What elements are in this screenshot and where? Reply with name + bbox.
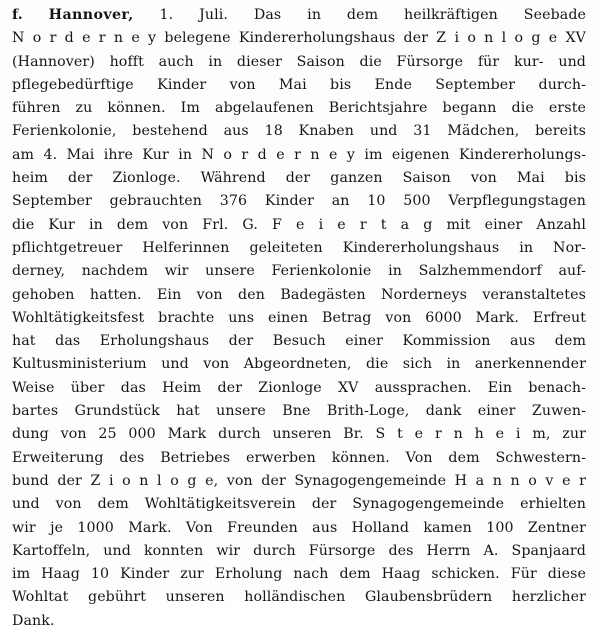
text-line-1 (12, 4, 586, 27)
text-line-13: gehoben hatten. Ein von den Badegästen Norderneys veranstaltetes (12, 286, 586, 303)
text-line-4: pflegebedürftige Kinder von Mai bis Ende September durch- (12, 76, 586, 93)
text-line-18: bartes Grundstück hat unsere Bne Brith-Loge, dank einer Zuwen- (12, 403, 586, 420)
text-line-10: die Kur in dem von Frl. G. F e i e r t a g mit einer Anzahl (12, 216, 586, 233)
text-line-15: hat das Erholungshaus der Besuch einer Kommission aus dem (12, 333, 586, 350)
article-body (12, 4, 586, 633)
text-line-9: September gebrauchten 376 Kinder an 10 500 Verpflegungstagen (12, 193, 586, 210)
text-line-6: Ferienkolonie, bestehend aus 18 Knaben und 31 Mädchen, bereits (12, 123, 586, 140)
text-line-12: derney, nachdem wir unsere Ferienkolonie in Salzhemmendorf auf- (12, 263, 586, 280)
text-line-27: Dank. (12, 612, 55, 629)
text-line-3: (Hannover) hofft auch in dieser Saison die Fürsorge für kur- und (12, 53, 586, 70)
text-line-25: im Haag 10 Kinder zur Erholung nach dem Haag schicken. Für diese (12, 566, 586, 583)
text-line-8: heim der Zionloge. Während der ganzen Saison von Mai bis (12, 170, 586, 187)
text-line-2: N o r d e r n e y belegene Kindererholungshaus der Z i o n l o g e XV (12, 30, 586, 47)
text-line-20: Erweiterung des Betriebes erwerben können. Von dem Schwestern- (12, 449, 586, 466)
text-line-19: dung von 25 000 Mark durch unseren Br. S t e r n h e i m, zur (12, 426, 586, 443)
text-line-23: wir je 1000 Mark. Von Freunden aus Holland kamen 100 Zentner (12, 519, 586, 536)
text-line-16: Kultusministerium und von Abgeordneten, die sich in anerkennender (12, 356, 586, 373)
text-line-11: pflichtgetreuer Helferinnen geleiteten Kindererholungshaus in Nor- (12, 239, 586, 256)
text-line-7: am 4. Mai ihre Kur in N o r d e r n e y im eigenen Kindererholungs- (12, 146, 586, 163)
text-line-21: bund der Z i o n l o g e, von der Synagogengemeinde H a n n o v e r (12, 472, 586, 489)
text-line-24: Kartoffeln, und konnten wir durch Fürsorge des Herrn A. Spanjaard (12, 542, 586, 559)
text-line-1-body: 1. Juli. Das in dem heilkräftigen Seebade (159, 7, 586, 23)
text-line-26: Wohltat gebührt unseren holländischen Glaubensbrüdern herzlicher (12, 589, 586, 606)
text-line-22: und von dem Wohltätigkeitsverein der Synagogengemeinde erhielten (12, 496, 586, 513)
city-heading: Hannover, (48, 7, 134, 23)
text-line-5: führen zu können. Im abgelaufenen Berichtsjahre begann die erste (12, 100, 586, 117)
text-line-14: Wohltätigkeitsfest brachte uns einen Betrag von 6000 Mark. Erfreut (12, 309, 586, 326)
section-label: f. (12, 7, 23, 23)
text-line-17: Weise über das Heim der Zionloge XV aussprachen. Ein benach- (12, 379, 586, 396)
